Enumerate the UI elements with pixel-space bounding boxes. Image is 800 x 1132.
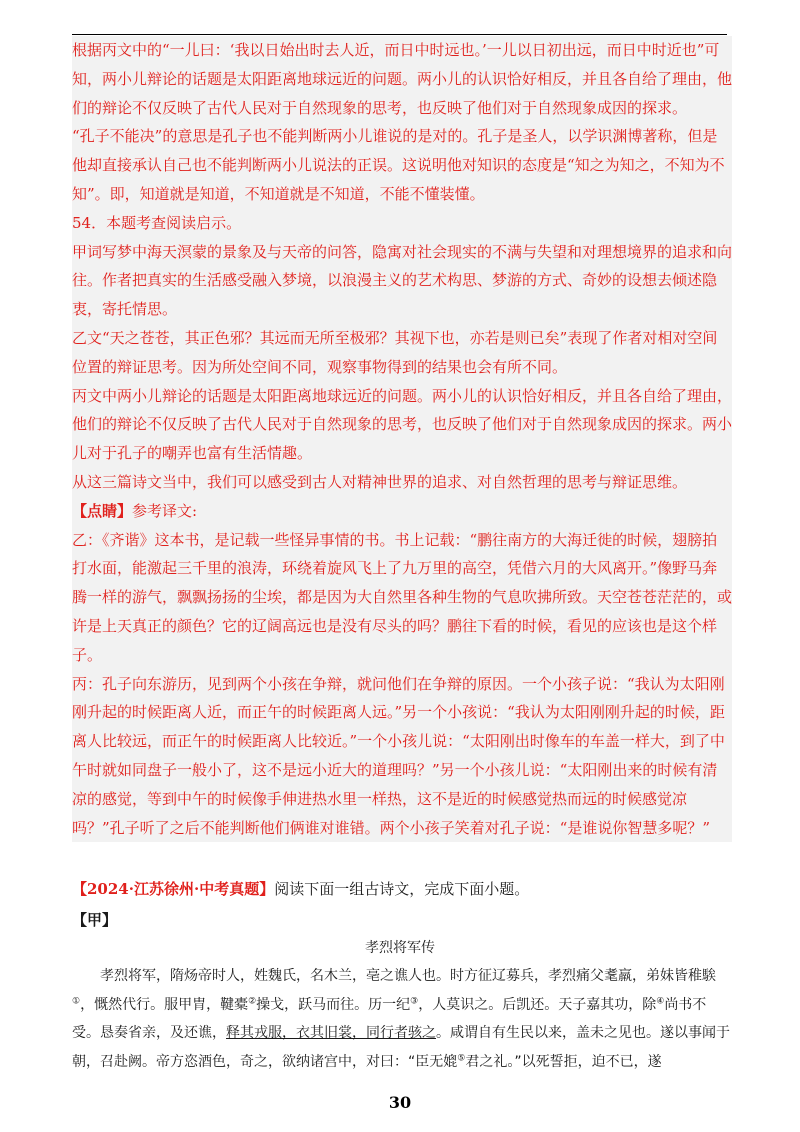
text-segment: 孝烈将军，隋炀帝时人，姓魏氏，名木兰，亳之谯人也。时方征辽募兵，孝烈痛父耄羸，弟妹皆稚騃: [100, 968, 716, 984]
translation-paragraph: 乙：《齐谐》这本书，是记载一些怪异事情的书。书上记载：“鹏往南方的大海迁徙的时候，翅膀拍打水面，能激起三千里的浪涛，环绕着旋风飞上了九万里的高空，凭借六月的大风离开。”像野马奔腾一样的游气，飘飘扬扬的尘埃，都是因为大自然里各种生物的气息吹拂所致。天空苍苍茫茫的，或许是上天真正的颜色？它的辽阔高远也是没有尽头的吗？鹏往下看的时候，看见的应该也是这个样子。: [72, 530, 733, 664]
question-number-line: 54．本题考查阅读启示。: [72, 213, 242, 232]
note-marker: ⑤: [457, 1053, 466, 1064]
text-segment: 尚书不受。恳奏省亲，及还谯，: [72, 996, 707, 1042]
answer-paragraph: 根据丙文中的“一儿曰：‘我以日始出时去人近，而日中时远也。’一儿以日初出远，而日中时近也”可知，两小儿辩论的话题是太阳距离地球远近的问题。两小儿的认识恰好相反，并且各自给了理由，他们的辩论不仅反映了古代人民对于自然现象的思考，也反映了他们对于自然现象成因的探求。: [72, 41, 733, 117]
note-marker: ②: [248, 995, 257, 1006]
answer-paragraph: 甲词写梦中海天溟蒙的景象及与天帝的问答，隐寓对社会现实的不满与失望和对理想境界的追求和向往。作者把真实的生活感受融入梦境，以浪漫主义的艺术构思、梦游的方式、奇妙的设想去倾述隐衷，寄托情思。: [72, 242, 733, 319]
answer-paragraph: “孔子不能决”的意思是孔子也不能判断两小儿谁说的是对的。孔子是圣人，以学识渊博著称，但是他却直接承认自己也不能判断两小儿说法的正误。这说明他对知识的态度是“知之为知之，不知为不知”。即，知道就是知道，不知道就是不知道，不能不懂装懂。: [72, 127, 725, 203]
question-instruction: 阅读下面一组古诗文，完成下面小题。: [274, 880, 530, 898]
answer-paragraph: 从这三篇诗文当中，我们可以感受到古人对精神世界的追求、对自然哲理的思考与辩证思维。: [72, 472, 688, 491]
answer-paragraph: 丙文中两小儿辩论的话题是太阳距离地球远近的问题。两小儿的认识恰好相反，并且各自给了理由，他们的辩论不仅反映了古代人民对于自然现象的思考，也反映了他们对于自然现象成因的探求。两小儿对于孔子的嘲弄也富有生活情趣。: [72, 386, 733, 463]
text-segment: 操戈，跃马而往。历一纪: [256, 996, 411, 1013]
section-label: 【甲】: [72, 911, 118, 929]
note-marker: ④: [656, 995, 665, 1006]
text-segment: ，人莫识之。后凯还。天子嘉其功，除: [418, 996, 657, 1013]
text-segment: 。咸谓自有生民以来，盖未之见也。遂以事闻于朝，召赴阙。帝方恣酒色，奇之，欲纳诸宫中，对曰：“臣无媲: [72, 1025, 730, 1070]
underlined-sentence: 释其戎服，衣其旧裳，同行者骇之: [226, 1025, 436, 1042]
page-number: 30: [388, 1093, 412, 1112]
classical-text-body: [72, 962, 732, 1076]
translation-paragraph: 丙：孔子向东游历，见到两个小孩在争辩，就问他们在争辩的原因。一个小孩子说：“我认为太阳刚刚升起的时候距离人近，而正午的时候距离人远。”另一个小孩说：“我认为太阳刚刚升起的时候，距离人比较远，而正午的时候距离人比较近。”一个小孩儿说：“太阳刚出时像车的车盖一样大，到了中午时就如同盘子一般小了，这不是远小近大的道理吗？”另一个小孩儿说：“太阳刚出来的时候有清凉的感觉，等到中午的时候像手伸进热水里一样热，这不是近的时候感觉热而远的时候感觉凉吗？”孔子听了之后不能判断他们俩谁对谁错。两个小孩子笑着对孔子说：“是谁说你智慧多呢？”: [72, 674, 725, 837]
header-rule: [72, 34, 727, 35]
source-tag: 【2024·江苏徐州·中考真题】: [72, 880, 275, 898]
question-source-line: [72, 876, 732, 902]
text-segment: ，慨然代行。服甲胄，鞬橐: [80, 996, 249, 1013]
dianjing-text: 参考译文:: [132, 501, 198, 520]
note-marker: ①: [72, 995, 81, 1006]
note-marker: ③: [410, 995, 419, 1006]
classical-text-title: 孝烈将军传: [365, 940, 435, 956]
answer-block: [72, 36, 732, 842]
dianjing-label: 【点睛】: [72, 501, 133, 520]
answer-paragraph: 乙文“天之苍苍，其正色邪？其远而无所至极邪？其视下也，亦若是则已矣”表现了作者对相对空间位置的辩证思考。因为所处空间不同，观察事物得到的结果也会有所不同。: [72, 328, 718, 376]
text-segment: 君之礼。”以死誓拒，迫不已，遂: [465, 1053, 662, 1070]
dianjing-line: [72, 497, 732, 526]
